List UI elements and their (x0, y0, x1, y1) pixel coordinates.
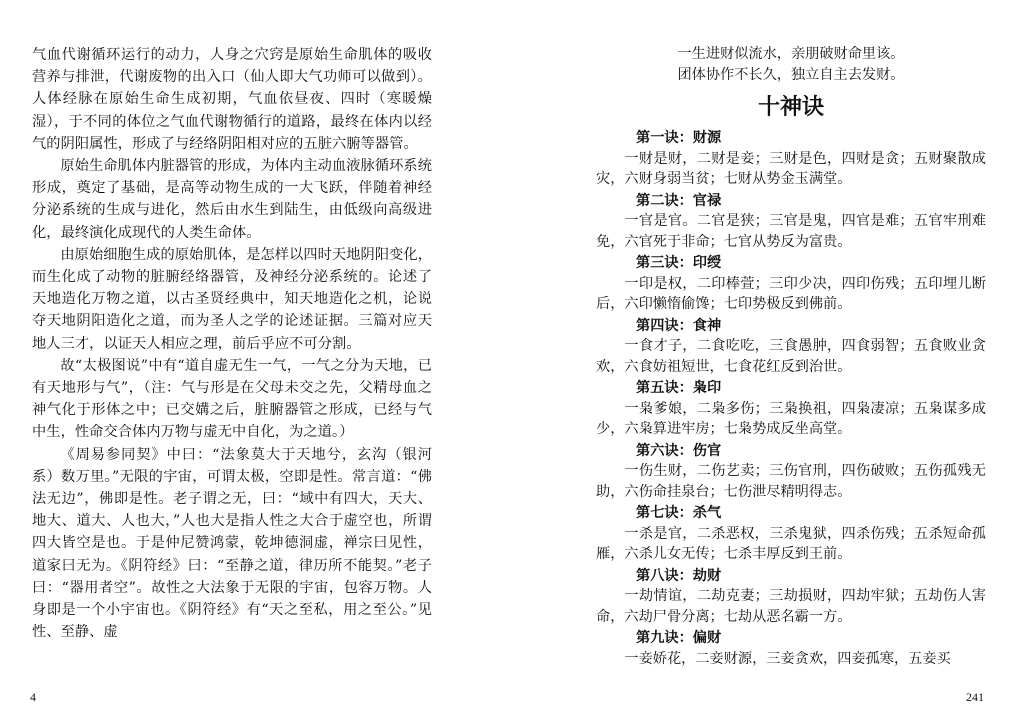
section-text-8: 一劫情谊，二劫克妻；三劫损财，四劫牢狱；五劫伤人害命，六劫尸骨分离；七劫从恶名霸一方。 (596, 588, 986, 625)
section-heading-1: 第一诀：财源 (636, 130, 722, 146)
left-paragraph-4: 故“太极图说”中有“道自虚无生一气，一气之分为天地，已有天地形与气”，（注：气与形是在父母未交之先，父精母血之神气化于形体之中；已交媾之后，脏腑器管之形成，已经与气中生，性命交合体内万物与虚无中自化，为之道。） (32, 357, 432, 441)
section-text-9: 一妾娇花，二妾财源，三妾贪欢，四妾孤寒，五妾买 (624, 650, 951, 667)
left-paragraph-1: 气血代谢循环运行的动力，人身之穴窍是原始生命肌体的吸收营养与排泄，代谢废物的出入口（仙人即大气功师可以做到）。人体经脉在原始生命生成初期，气血依昼夜、四时（寒暖燥湿），于不同的体位之气血代谢物循行的道路，最终在体内以经气的阴阳属性，形成了与经络阴阳相对应的五脏六腑等器管。 (32, 47, 432, 152)
section-heading-5: 第五诀：枭印 (636, 380, 722, 396)
left-paragraph-3: 由原始细胞生成的原始肌体，是怎样以四时天地阴阳变化，而生化成了动物的脏腑经络器管，及神经分泌系统的。论述了天地造化万物之道，以古圣贤经典中，知天地造化之机，论说夺天地阴阳造化之道，而为圣人之学的论述证据。三篇对应天地人三才，以证天人相应之理，前后乎应不可分割。 (32, 246, 432, 352)
section-heading-9: 第九诀：偏财 (636, 630, 722, 646)
section-heading-2: 第二诀：官禄 (636, 192, 722, 209)
section-heading-4: 第四诀：食神 (636, 317, 722, 334)
section-text-4: 一食才子，二食吃吃，三食愚肿，四食弱智；五食败业贪欢，六食妨祖短世，七食花红反到治世。 (596, 338, 986, 375)
section-title: 十神诀 (757, 94, 824, 120)
section-heading-6: 第六诀：伤官 (636, 442, 722, 459)
right-page (596, 44, 986, 670)
verse-line-2: 团体协作不长久，独立自主去发财。 (677, 66, 905, 83)
section-text-3: 一印是权，二印棒萱；三印少决，四印伤残；五印埋儿断后，六印懒惰偷馋；七印势极反到佛前。 (596, 275, 986, 312)
left-page (32, 44, 432, 643)
section-text-1: 一财是财，二财是妾；三财是色，四财是贪；五财聚散成灾，六财身弱当贫；七财从势金玉满堂。 (596, 150, 986, 187)
section-heading-3: 第三诀：印绶 (636, 255, 722, 271)
left-paragraph-2: 原始生命肌体内脏器管的形成，为体内主动血液脉循环系统形成，奠定了基础，是高等动物生成的一大飞跃，伴随着神经分泌系统的生成与进化，然后由水生到陆生，由低级向高级进化，最终演化成现代的人类生命体。 (32, 158, 432, 241)
left-paragraph-5: 《周易参同契》中曰：“法象莫大于天地兮，玄沟（银河系）数万里。”无限的宇宙，可谓太极，空即是性。常言道：“佛法无边”，佛即是性。老子谓之无，曰：“域中有四大，天大、地大、道大、人也大，”人也大是指人性之大合于虚空也，所谓四大皆空是也。于是仲尼赞鸿蒙，乾坤德洞虚，禅宗曰见性，道家曰无为。《阴符经》曰：“至静之道，律历所不能契。”老子曰：“器用者空”。故性之大法象于无限的宇宙，包容万物。人身即是一个小宇宙也。《阴符经》有“天之至私，用之至公。”见性、至静、虚 (32, 446, 432, 641)
verse-line-1: 一生进财似流水，亲朋破财命里该。 (677, 46, 905, 62)
page-number-left: 4 (30, 690, 36, 704)
section-heading-8: 第八诀：劫财 (636, 567, 722, 584)
section-text-5: 一枭爹娘，二枭多伤；三枭换祖，四枭凄凉；五枭谋多成少，六枭算进牢房；七枭势成反坐高堂。 (596, 400, 986, 437)
section-text-7: 一杀是官，二杀恶权，三杀鬼狱，四杀伤残；五杀短命孤雁，六杀儿女无传；七杀丰厚反到王前。 (596, 525, 986, 562)
page-number-right: 241 (966, 690, 984, 704)
section-text-2: 一官是官。二官是狭；三官是鬼，四官是难；五官牢刑难免，六官死于非命；七官从势反为富贵。 (596, 213, 986, 250)
section-heading-7: 第七诀：杀气 (636, 505, 722, 521)
section-text-6: 一伤生财，二伤艺卖；三伤官刑，四伤破败；五伤孤残无助，六伤命挂泉台；七伤泄尽精明得志。 (596, 463, 986, 500)
